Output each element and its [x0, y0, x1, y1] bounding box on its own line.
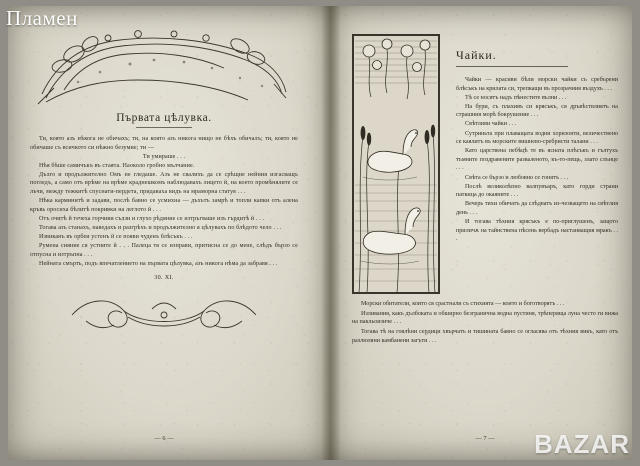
- paragraph: Вечерь тихи обичатъ да слѣдватъ из-чезващето на свѣтлия день . . .: [456, 201, 618, 216]
- paragraph: Ти умираше . . .: [142, 153, 186, 160]
- paragraph: Румена сияние ся устните й . . . Палеца тя се изправи, притисна се до мене, слѣдъ бързо се отпусна и изтръпна . . .: [30, 243, 298, 258]
- watermark-brand: Пламен: [6, 6, 78, 30]
- book-spread: [8, 6, 632, 460]
- left-page-body: [30, 135, 298, 268]
- paragraph: Чайки — красиви бѣли морски чайки съ сребърени блѣсъкъ на крилата си, трепкащи въ прозрачния въздухъ . . .: [456, 77, 618, 92]
- right-page-title: Чайки.: [456, 48, 497, 62]
- right-page: [352, 26, 618, 444]
- title-divider: [136, 127, 192, 128]
- floral-vignette-banner-icon: [34, 24, 294, 110]
- paragraph: Свѣта се бързо и любовно се гонятъ . . .: [465, 174, 569, 181]
- right-page-column: [456, 76, 618, 244]
- paragraph: Дълго и продължително Омъ не гледаше. Азъ не свалихъ да се срѣщне нейния изгасващъ погледъ, а само отъ врѣме на врѣме краднешкомъ наблюдавахъ лицето й, на което промѣнялите се лъчи, между тежкитѣ спуснати-пердета, придаваха видъ на мраморна статуя . . .: [30, 171, 298, 196]
- paragraph: Послѣ великолѣпно валпувъаръ, като горди страни паткица до окаяните . . .: [456, 183, 618, 199]
- paragraph: Сутриньта при плаващата водни хоризонти, величествено се каялитъ въ морските вишнево-сребристи талани . . .: [456, 130, 618, 146]
- paragraph: Нѣя бѣше самичъкъ въ стаята. Наоколо гробно мълчание.: [39, 162, 195, 169]
- paragraph: Тогава азъ станахъ, наведахъ и разгрѣхъ и продължително я цѣлувахъ по блѣдото чело . . .: [39, 224, 282, 231]
- page-title: Първата цѣлувка.: [116, 112, 212, 124]
- paragraph: Извиканъ въ орбеи устенъ й се появи чуденъ блѣсъкъ . . .: [39, 234, 193, 241]
- watermark-site: BAZAR: [534, 429, 630, 459]
- paragraph: И тогава тѣхния крясъкъ е по-приглушенъ, защото приличѫ на тайнствена пѣсень вербадъ настанващия мракъ . . .: [456, 219, 618, 243]
- page-number-right: — 7 —: [475, 435, 495, 442]
- paragraph: Нѣка карминитѣ и задави, послѣ бавно се усмихна — дъхътъ замрѣ и топли капки отъ алена кръвь оросиха бѣлитѣ покривки на леглото й . . .: [30, 198, 298, 213]
- paragraph: Морски обитатели, които ся срастнали съ стихията — които и боготворятъ . . .: [361, 301, 565, 307]
- right-page-body: [352, 300, 618, 347]
- page-number-left: — 6 —: [154, 435, 174, 442]
- dateline: 30. XI.: [154, 274, 174, 282]
- paragraph: Тѣ се носятъ надъ пѣнестите вълни . . .: [465, 94, 567, 101]
- scroll-flourish-vignette-icon: [66, 291, 262, 335]
- paragraph: Като царствена пебѣцѣ те въ ясната плѣсъкъ и гълтухъ тъмните поздравените разваленото, къ-то-пещь, злато слънце . . .: [456, 148, 618, 172]
- right-title-divider: [456, 66, 568, 67]
- left-page: [30, 24, 298, 444]
- paragraph: Тогава тѣ на гоялѣни сердици хвърчатъ и тишината бавно се огласява отъ тѣхния викъ, като отъ разлюляни камбанени загъти . . .: [352, 329, 618, 344]
- paragraph: На бури, съ плахивъ си крясъкъ, ся дръвѣствлиятъ на страшния морѣ бокрушение . . .: [456, 103, 618, 119]
- paragraph: Свѣтливи чайки . . .: [465, 121, 517, 128]
- paragraph: Нейната смърть, подъ впечатлението на първата цѣлувка, азъ никога нѣма да забравя . . .: [39, 260, 278, 267]
- paragraph: Ти, която азъ нѣкога не обичахъ; ти, на която азъ никога нищо не бѣхъ обичалъ; ти, която не обичаше съ всичкото си нѣжно безумие; ти —: [30, 136, 298, 151]
- book-gutter: [322, 6, 340, 460]
- paragraph: Изливания, какъ дълбоката и обширно безгранична водна пустиня, трѣперяща луна често ги вижа на пакльоизиче . . .: [352, 310, 618, 326]
- woodcut-swans-in-reeds-illustration: [352, 34, 440, 294]
- paragraph: Отъ очитѣ й течеха горчиви сълзи и глухо рѣдяние се изтръгваше изъ гърдитѣ й . . .: [39, 215, 264, 222]
